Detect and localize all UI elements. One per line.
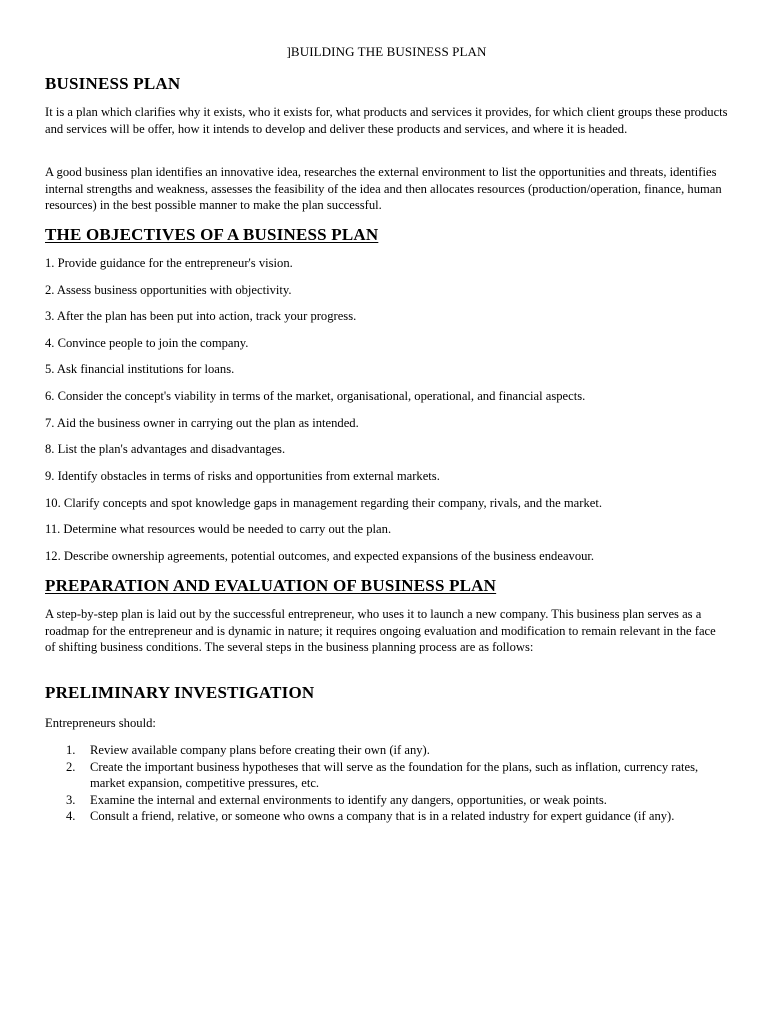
list-item (45, 759, 728, 792)
objective-item: 3. After the plan has been put into action, track your progress. (45, 309, 357, 323)
preparation-para: A step-by-step plan is laid out by the successful entrepreneur, who uses it to launch a new company. This business plan serves as a roadmap for the entrepreneur and is dynamic in nature; it requires ongoing evaluation and modification to remain relevant in the face of shifting business conditions. The several steps in the business planning process are as follows: (45, 607, 716, 655)
objective-item: 10. Clarify concepts and spot knowledge gaps in management regarding their company, rivals, and the market. (45, 496, 602, 510)
list-item (45, 792, 728, 809)
list-item-text: Examine the internal and external environments to identify any dangers, opportunities, or weak points. (90, 792, 607, 807)
list-item-text: Create the important business hypotheses that will serve as the foundation for the plans, such as inflation, currency rates, market expansion, competitive pressures, etc. (90, 759, 699, 791)
business-plan-para-2: A good business plan identifies an innovative idea, researches the external environment to list the opportunities and threats, identifies internal strengths and weakness, assesses the feasibility of the idea and then allocates resources (production/operation, finance, human resources) in the best possible manner to make the plan successful. (45, 165, 722, 213)
objective-item: 8. List the plan's advantages and disadvantages. (45, 442, 286, 456)
preliminary-list (45, 742, 728, 825)
objective-item: 12. Describe ownership agreements, potential outcomes, and expected expansions of the business endeavour. (45, 549, 595, 563)
objective-item: 1. Provide guidance for the entrepreneur's vision. (45, 256, 293, 270)
objective-item: 6. Consider the concept's viability in terms of the market, organisational, operational, and financial aspects. (45, 389, 586, 403)
list-item (45, 808, 728, 825)
heading-business-plan: BUSINESS PLAN (45, 74, 181, 93)
list-item-text: Review available company plans before creating their own (if any). (90, 743, 430, 757)
objective-item: 2. Assess business opportunities with objectivity. (45, 283, 292, 297)
objective-item: 7. Aid the business owner in carrying out the plan as intended. (45, 416, 359, 430)
objective-item: 9. Identify obstacles in terms of risks and opportunities from external markets. (45, 469, 440, 483)
objective-item: 4. Convince people to join the company. (45, 336, 249, 350)
list-item-text: Consult a friend, relative, or someone who owns a company that is in a related industry for expert guidance (if any). (90, 809, 675, 824)
preliminary-intro: Entrepreneurs should: (45, 716, 156, 730)
heading-objectives: THE OBJECTIVES OF A BUSINESS PLAN (45, 225, 379, 244)
objective-item: 11. Determine what resources would be needed to carry out the plan. (45, 522, 392, 536)
heading-preliminary: PRELIMINARY INVESTIGATION (45, 683, 315, 702)
objective-item: 5. Ask financial institutions for loans. (45, 362, 235, 376)
document-title: ]BUILDING THE BUSINESS PLAN (286, 44, 487, 59)
heading-preparation: PREPARATION AND EVALUATION OF BUSINESS PLAN (45, 576, 497, 595)
list-item (45, 742, 728, 759)
list-item-number: 2. (66, 759, 76, 774)
list-item-number: 1. (66, 743, 76, 757)
list-item-number: 4. (66, 809, 76, 824)
business-plan-para-1: It is a plan which clarifies why it exists, who it exists for, what products and services it provides, for which client groups these products and services will be offer, how it intends to develop and deliver these products and services, and where it is headed. (45, 105, 728, 136)
list-item-number: 3. (66, 792, 76, 807)
